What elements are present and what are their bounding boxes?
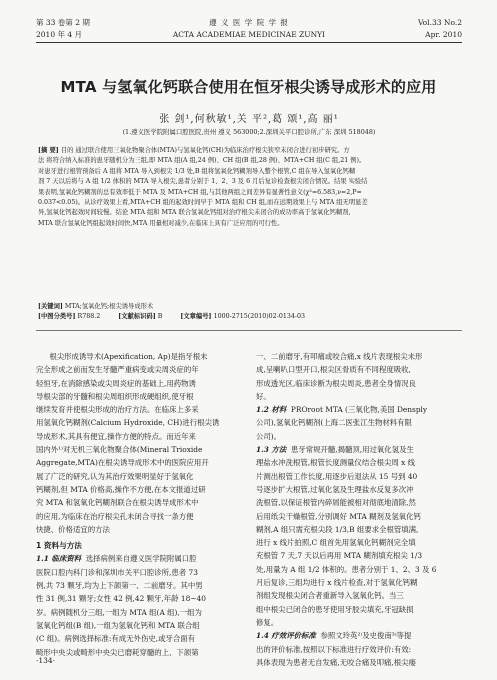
intro-line: 根尖形成诱导术(Apexification, Ap)是指牙根未 [49,352,208,361]
intro-line: 继续发育并使根尖形成的治疗方法。在临床上多采 [36,405,199,415]
section-1-3-line: 进行 x 线片拍照,C 组首先用氢氧化钙糊剂完全填 [256,538,416,548]
section-1-2-line: 1.2 材料 PROroot MTA (三氧化物,美国 Densply [256,405,428,415]
intro-line: 国内外¹⁾对无机三氧化物聚合体(Mineral Trioxide [36,445,203,455]
journal-vol-no: Vol.33 No.2 [417,18,462,27]
section-1-3-line: 修复。 [256,617,279,627]
section-1-1-line: 1.1 临床资料 选择病例来自遵义医学院附属口腔 [36,554,197,564]
body-line: 好。 [256,391,271,401]
keywords-block [38,302,462,323]
abstract-line: 剂 7 天以后将与 A 组 1/2 体积的 MTA 导入根尖,患者分别于 1、2、3 及 6 月后复诊检查根尖闭合情况。结果 实验结 [38,178,368,186]
right-column [256,350,462,669]
keywords-line: [关键词] MTA;氢氧化钙;根尖诱导成形术 [38,303,154,310]
subsection-label: 1.3 方法 [256,445,287,455]
section-1-3-line: 洗根管,以保证根管内碎屑能被相对彻底地清除,然 [256,498,416,508]
intro-line: 的应用,为临床在治疗根尖孔未闭合寻找一条方便 [36,511,194,521]
section-1-3-line: 组中根尖已闭合的患牙使用牙胶尖填充,牙冠缺损 [256,604,414,614]
section-1-3-line: 月后复诊,三组均进行 x 线片检查,对于氢氧化钙糊 [256,578,418,588]
intro-line: 导成形术,其具有便宜,操作方便的特点。而近年来 [36,431,196,441]
section-1-1-line: 畸形中央尖或畸形中央尖已磨耗穿髓的上、下颌第 [36,647,199,657]
section-1-1-line: (C 组)。病例选择标准:有成无外伤史,或牙合面有 [36,634,196,644]
abstract-rule [36,330,462,331]
section-1-1-line: 性 31 例,31 颗牙;女性 42 例,42 颗牙,年龄 18~40 [36,594,206,604]
section-1-4-line: 出的评价标准,按照以下标准进行疗效评价:有效: [256,644,412,654]
abstract-line: 0.037<0.05)。从诊疗效果上看,MTA+CH 组的起效时间早于 MTA 组和 CH 组,而在远期效果上与 MTA 组无明显差 [38,199,368,207]
abstract-line: 法 将符合纳入标准的患牙随机分为三组,即 MTA 组(A 组,24 例)、CH 组(B 组,28 例)、MTA+CH 组(C 组,21 例)。 [38,157,366,165]
classification-line: [中图分类号] R788.2 [文献标识码] B [文章编号] 1000-2715(2010)02-0134-03 [38,313,305,321]
subsection-label: 1.4 疗效评价标准 [256,631,316,641]
body-line: 形成透光区,临床诊断为根尖周炎,患者全身情况良 [256,378,416,388]
section-1-4-line: 1.4 疗效评价标准 参照文玲英²⁾及史俊南³⁾等提 [256,631,412,641]
intro-line: 快捷、价格适宜的方法 [36,524,110,534]
intro-line: 用氢氧化钙糊剂(Calcium Hydroxide, CH)进行根尖诱 [36,418,220,428]
abstract-line: 异,氢氧化钙起效时间较慢。结论 MTA 组和 MTA 联合氢氧化钙组对治疗根尖未闭合的成功率高于氢氧化钙糊剂, [38,209,351,217]
abstract-label: [摘 要] [38,147,59,154]
section-1-2-line: 公司)。 [256,431,282,441]
section-1-3-line: 糊剂,A 组只需充根尖段 1/3,B 组要求全根管填满, [256,524,419,534]
intro-line: 导根尖部的牙髓和根尖周组织形成硬组织,使牙根 [36,391,194,401]
section-heading-1: 1 资料与方法 [36,541,82,551]
section-1-3-line: 充根管 7 天,7 天以后再用 MTA 糊剂填充根尖 1/3 [256,551,423,561]
abstract-line: 果表明,氢氧化钙糊剂的总有效率低于 MTA 及 MTA+CH 组,与其他两组之间差异有显著性意义(χ²=6.583,ν=2,P= [38,188,362,196]
intro-line: Aggregate,MTA)在根尖诱导成形术中的医院应用开 [36,458,209,468]
intro-line: 钙糊剂,但 MTA 价格高,操作不方便,在本文报道过研 [36,484,206,494]
section-1-1-line: 医院口腔内科门诊和深圳市关平口腔诊所,患者 73 [36,567,198,577]
journal-date: 2010 年 4 月 [36,30,83,39]
section-1-1-line: 岁。病例随机分三组,一组为 MTA 组(A 组),一组为 [36,607,202,617]
section-1-1-line: 例,共 73 颗牙,均为上下颌第一、二前磨牙。其中男 [36,581,203,591]
section-1-1-line: 氢氧化钙组(B 组),一组为氢氧化钙和 MTA 联合组 [36,620,200,630]
header-rule [36,42,462,43]
section-1-3-line: 剂组发现根尖闭合者重新导入氢氧化钙。当三 [256,591,404,601]
journal-name-en: ACTA ACADEMIAE MEDICINAE ZUNYI [172,30,326,39]
section-1-2-line: 公司),氢氧化钙糊剂(上海二医张江生物材料有限 [256,418,412,428]
abstract-line: MTA 联合氢氧化钙组起效时间快,MTA 用量相对减少,在临床上具有广泛应用的可行性。 [38,219,284,227]
subsection-label: 1.2 材料 [256,405,287,415]
abstract-line: [摘 要] 目的 通过联合使用三氧化物聚合体(MTA)与氢氧化钙(CH)为临床治疗根尖狭窄未闭合进行初步研究。方 [38,147,350,154]
section-1-3-line: 处,用量为 A 组 1/2 体积的。患者分别于 1、2、3 及 6 [256,564,437,574]
article-title: MTA 与氢氧化钙联合使用在恒牙根尖诱导成形术的应用 [60,78,437,96]
left-column [36,350,242,659]
journal-month: Apr. 2010 [425,30,462,39]
section-1-3-line: 后用纸尖干燥根管,分别调好 MTA 糊剂及氢氧化钙 [256,511,421,521]
body-line: 成,呈喇叭口型开口,根尖区骨质有不同程度吸收, [256,365,411,375]
section-1-3-line: 1.3 方法 患牙常规开髓,揭髓顶,用过氧化氢及生 [256,445,414,455]
abstract [38,146,462,229]
section-1-3-line: 号逐步扩大根管,过氧化氢及生理盐水反复多次冲 [256,484,414,494]
journal-volume-issue: 第 33 卷第 2 期 [36,18,90,27]
intro-line: 究 MTA 和氢氧化钙糊剂联合在根尖诱导成形术中 [36,498,199,508]
intro-line: 完全形成之前而发生牙髓严重病变或尖周炎症的年 [36,365,199,375]
subsection-label: 1.1 临床资料 [36,554,81,564]
abstract-line: 对患牙进行根管预备后 A 组将 MTA 导入到根尖 1/3 处,B 组将氢氧化钙糊剂导入整个根管,C 组在导入氢氧化钙糊 [38,167,356,175]
article-authors: 张 剑¹,何秋敏¹,关 平²,葛 颂¹,高 丽¹ [159,114,339,125]
article-affiliation: (1.遵义医学院附属口腔医院,贵州 遵义 563000;2.深圳关平口腔诊所,广东 深圳 518048) [122,128,376,136]
journal-name-cn: 遵 义 医 学 院 学 报 [209,18,289,27]
section-1-3-line: 片测出根管工作长度,用逐步后退法从 15 号到 40 [256,471,418,481]
intro-line: 展了广泛的研究,认为其治疗效果明显好于氢氧化 [36,471,194,481]
keywords-text: MTA;氢氧化钙;根尖诱导成形术 [64,303,154,310]
page-number: ·134· [36,656,56,665]
intro-line: 轻恒牙,在消除感染或尖周炎症的基础上,用药物诱 [36,378,196,388]
section-1-3-line: 理盐水冲洗根管,根管长度测量仪结合根尖周 x 线 [256,458,416,468]
section-1-4-line: 具体表现为患者无自发痛,无咬合痛及叩痛,根尖瘘 [256,657,416,667]
body-line: 一、二前磨牙,有叩痛或咬合痛,x 线片表现根尖未形 [256,352,423,361]
